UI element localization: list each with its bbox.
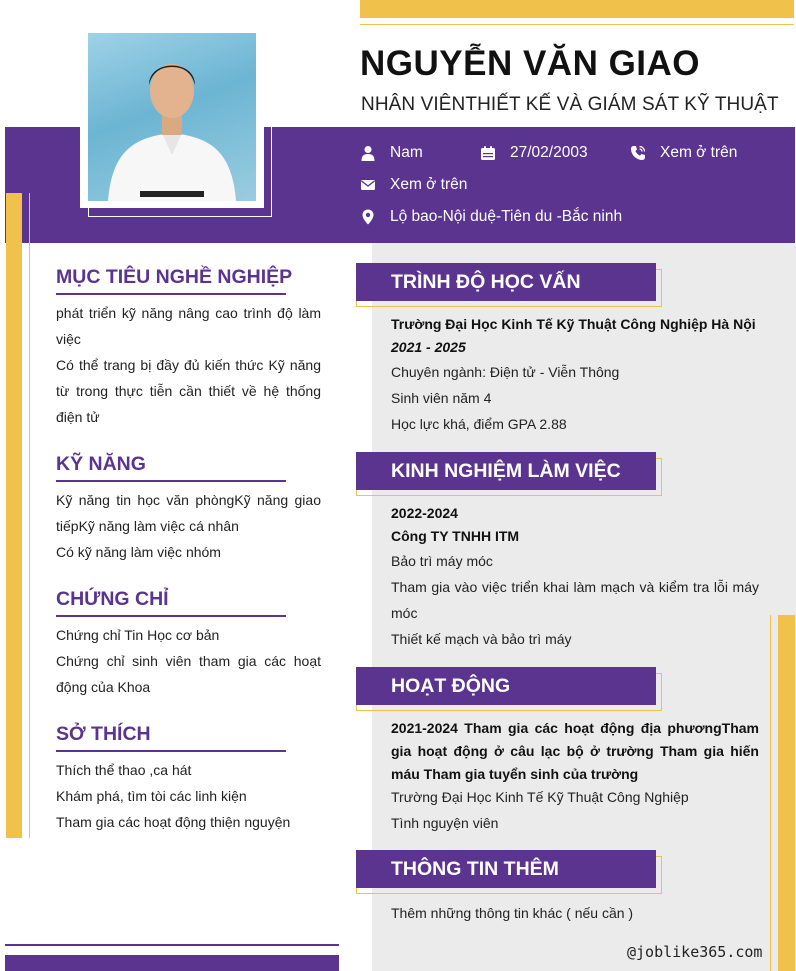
contact-phone: Xem ở trên bbox=[630, 144, 737, 162]
objective-text: phát triển kỹ năng nâng cao trình độ làm việc Có thể trang bị đầy đủ kiến thức Kỹ năng từ trong thực tiễn cần thiết về hệ thống điện tử bbox=[56, 305, 321, 425]
certificates-text: Chứng chỉ Tin Học cơ bản Chứng chỉ sinh viên tham gia các hoạt động của Khoa bbox=[56, 627, 321, 695]
objective-heading: MỤC TIÊU NGHỀ NGHIỆP bbox=[56, 266, 293, 288]
additional-text: Thêm những thông tin khác ( nếu cần ) bbox=[391, 905, 634, 921]
experience-years: 2022-2024 bbox=[391, 505, 458, 521]
left-accent-bar bbox=[6, 193, 22, 838]
skills-text: Kỹ năng tin học văn phòngKỹ năng giao tiếpKỹ năng làm việc cá nhân Có kỹ năng làm việc nhóm bbox=[56, 492, 321, 560]
right-accent-line bbox=[770, 615, 771, 971]
contact-gender: Nam bbox=[360, 144, 423, 162]
candidate-name: NGUYỄN VĂN GIAO bbox=[360, 44, 701, 83]
person-silhouette-icon bbox=[88, 33, 256, 201]
skills-divider bbox=[56, 480, 286, 482]
hobbies-divider bbox=[56, 750, 286, 752]
experience-company: Công TY TNHH ITM bbox=[391, 528, 520, 544]
experience-heading: KINH NGHIỆM LÀM VIỆC bbox=[356, 452, 656, 490]
activities-details: Trường Đại Học Kinh Tế Kỹ Thuật Công Nghiệp Tình nguyện viên bbox=[391, 789, 689, 831]
additional-heading: THÔNG TIN THÊM bbox=[356, 850, 656, 888]
right-accent-bar bbox=[778, 615, 795, 971]
watermark: @joblike365.com bbox=[627, 943, 763, 961]
contact-birthday: 27/02/2003 bbox=[480, 144, 588, 162]
hobbies-heading: SỞ THÍCH bbox=[56, 723, 151, 745]
experience-tasks: Bảo trì máy móc Tham gia vào việc triển khai làm mạch và kiểm tra lỗi máy móc Thiết kế mạch và bảo trì máy bbox=[391, 553, 759, 647]
skills-heading: KỸ NĂNG bbox=[56, 453, 146, 475]
map-marker-icon bbox=[360, 209, 376, 225]
envelope-icon bbox=[360, 177, 376, 193]
contact-email: Xem ở trên bbox=[360, 176, 467, 194]
hobbies-text: Thích thể thao ,ca hát Khám phá, tìm tòi các linh kiện Tham gia các hoạt động thiện nguyện bbox=[56, 762, 291, 830]
avatar bbox=[80, 25, 264, 208]
education-years: 2021 - 2025 bbox=[391, 339, 466, 355]
phone-icon bbox=[630, 145, 646, 161]
bottom-accent-bar bbox=[5, 955, 339, 971]
top-accent-bar bbox=[360, 0, 794, 18]
certificates-heading: CHỨNG CHỈ bbox=[56, 588, 169, 610]
bottom-accent-line bbox=[5, 944, 339, 946]
left-accent-line bbox=[29, 193, 30, 838]
activities-heading: HOẠT ĐỘNG bbox=[356, 667, 656, 705]
objective-divider bbox=[56, 293, 286, 295]
avatar-photo bbox=[88, 33, 256, 201]
education-details: Chuyên ngành: Điện tử - Viễn Thông Sinh viên năm 4 Học lực khá, điểm GPA 2.88 bbox=[391, 364, 620, 432]
activities-summary: 2021-2024 Tham gia các hoạt động địa phươngTham gia hoạt động ở câu lạc bộ ở trường Tham gia hiến máu Tham gia tuyển sinh của trường bbox=[391, 720, 759, 782]
top-accent-line bbox=[360, 24, 794, 25]
contact-address: Lộ bao-Nội duệ-Tiên du -Bắc ninh bbox=[360, 208, 622, 226]
job-title: NHÂN VIÊNTHIẾT KẾ VÀ GIÁM SÁT KỸ THUẬT bbox=[361, 94, 779, 115]
education-school: Trường Đại Học Kinh Tế Kỹ Thuật Công Nghiệp Hà Nội bbox=[391, 316, 756, 332]
user-icon bbox=[360, 145, 376, 161]
calendar-icon bbox=[480, 145, 496, 161]
certificates-divider bbox=[56, 615, 286, 617]
education-heading: TRÌNH ĐỘ HỌC VẤN bbox=[356, 263, 656, 301]
